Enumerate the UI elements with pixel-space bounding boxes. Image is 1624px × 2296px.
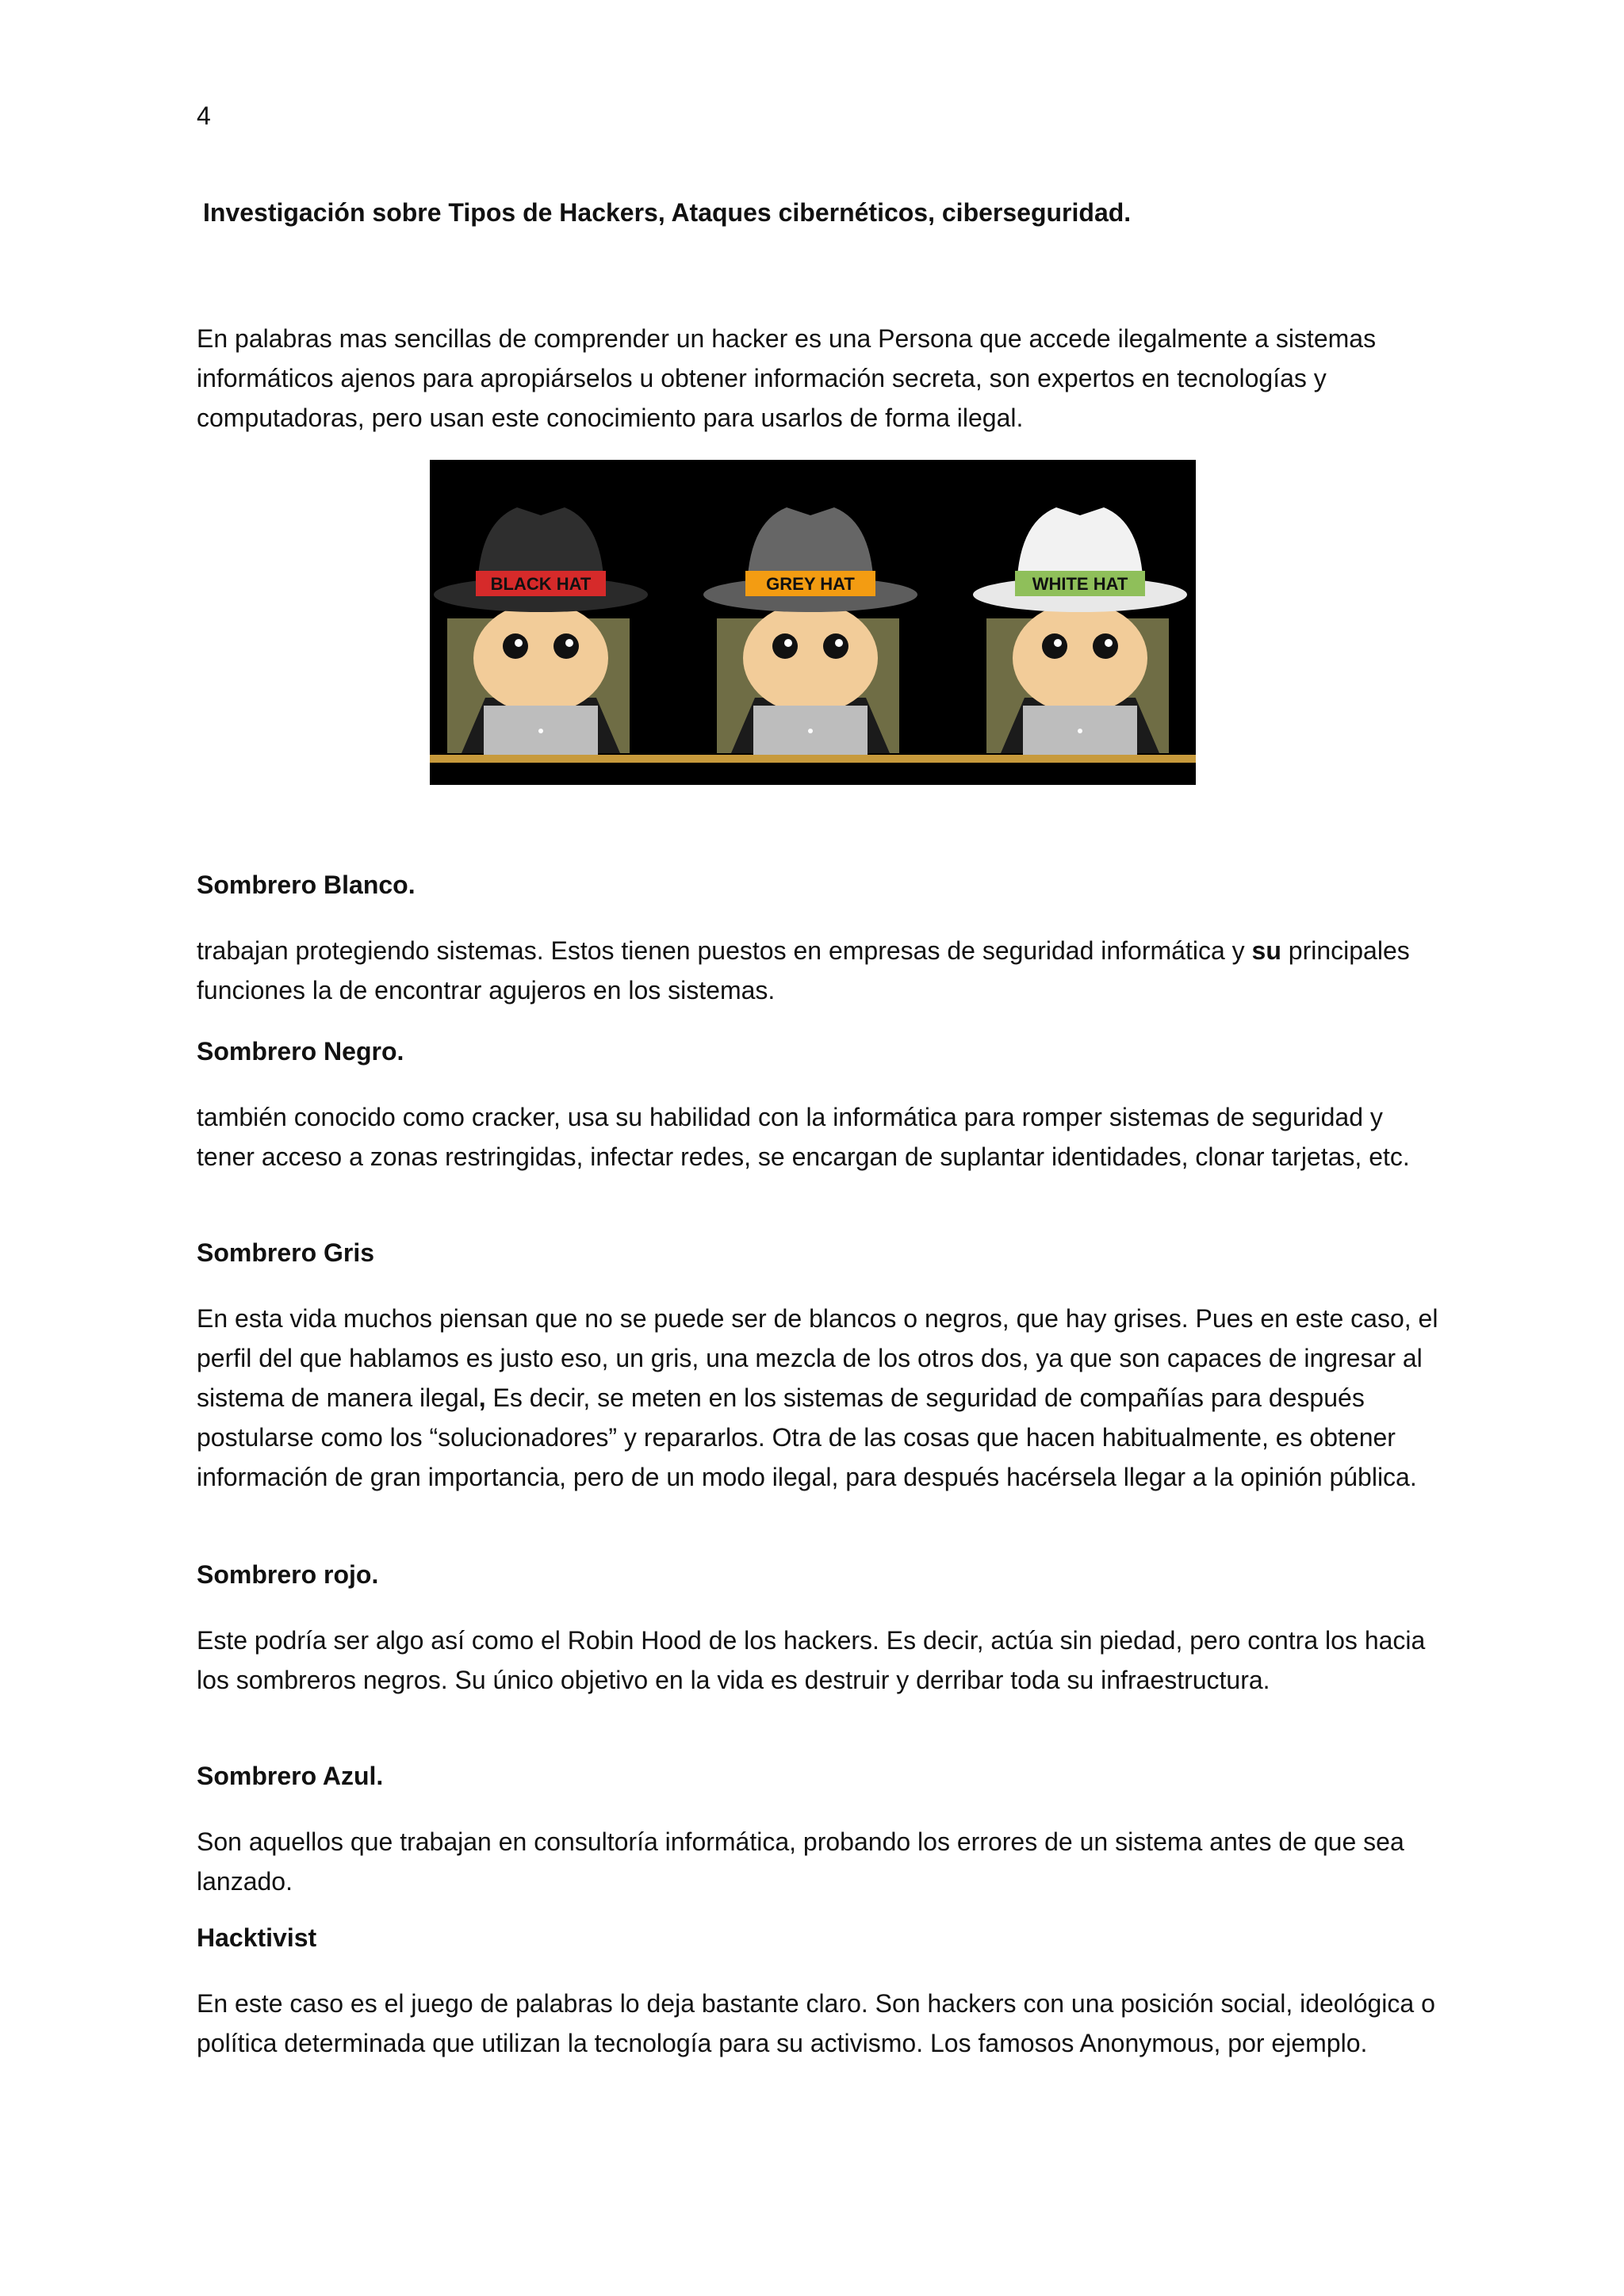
document-title: Investigación sobre Tipos de Hackers, Ataques cibernéticos, ciberseguridad. <box>203 198 1132 227</box>
grey-hat-label: GREY HAT <box>766 574 855 594</box>
section-heading-rojo: Sombrero rojo. <box>197 1560 379 1589</box>
section-body-azul: Son aquellos que trabajan en consultoría informática, probando los errores de un sistema antes de que sea lanzado. <box>197 1827 1404 1896</box>
white-hat-label: WHITE HAT <box>1032 574 1128 594</box>
hacker-hats-illustration <box>430 460 1196 785</box>
section-body-hacktivist: En este caso es el juego de palabras lo deja bastante claro. Son hackers con una posición social, ideológica o política determinada que utilizan la tecnología para su activismo. Los famosos Anonymous, por ejemplo. <box>197 1989 1435 2057</box>
section-body-blanco: trabajan protegiendo sistemas. Estos tienen puestos en empresas de seguridad informática y su principales funciones la de encontrar agujeros en los sistemas. <box>197 936 1410 1004</box>
section-body-negro: también conocido como cracker, usa su habilidad con la informática para romper sistemas de seguridad y tener acceso a zonas restringidas, infectar redes, se encargan de suplantar identidades, clonar tarjetas, etc. <box>197 1103 1410 1171</box>
page-number: 4 <box>197 101 211 130</box>
black-hat-label: BLACK HAT <box>490 574 592 594</box>
section-heading-hacktivist: Hacktivist <box>197 1923 317 1952</box>
section-heading-negro: Sombrero Negro. <box>197 1037 404 1066</box>
section-body-rojo: Este podría ser algo así como el Robin Hood de los hackers. Es decir, actúa sin piedad, pero contra los hacia los sombreros negros. Su único objetivo en la vida es destruir y derribar toda su infraestructura. <box>197 1626 1426 1694</box>
section-body-gris: En esta vida muchos piensan que no se puede ser de blancos o negros, que hay grises. Pues en este caso, el perfil del que hablamos es justo eso, un gris, una mezcla de los otros dos, ya que son capaces de ingresar al sistema de manera ilegal, Es decir, se meten en los sistemas de seguridad de compañías para después postularse como los “solucionadores” y repararlos. Otra de las cosas que hacen habitualmente, es obtener información de gran importancia, pero de un modo ilegal, para después hacérsela llegar a la opinión pública. <box>197 1304 1438 1491</box>
section-heading-gris: Sombrero Gris <box>197 1238 375 1267</box>
section-heading-azul: Sombrero Azul. <box>197 1762 384 1790</box>
section-heading-blanco: Sombrero Blanco. <box>197 871 416 899</box>
intro-paragraph: En palabras mas sencillas de comprender un hacker es una Persona que accede ilegalmente a sistemas informáticos ajenos para apropiárselos u obtener información secreta, son expertos en tecnologías y computadoras, pero usan este conocimiento para usarlos de forma ilegal. <box>197 324 1377 432</box>
